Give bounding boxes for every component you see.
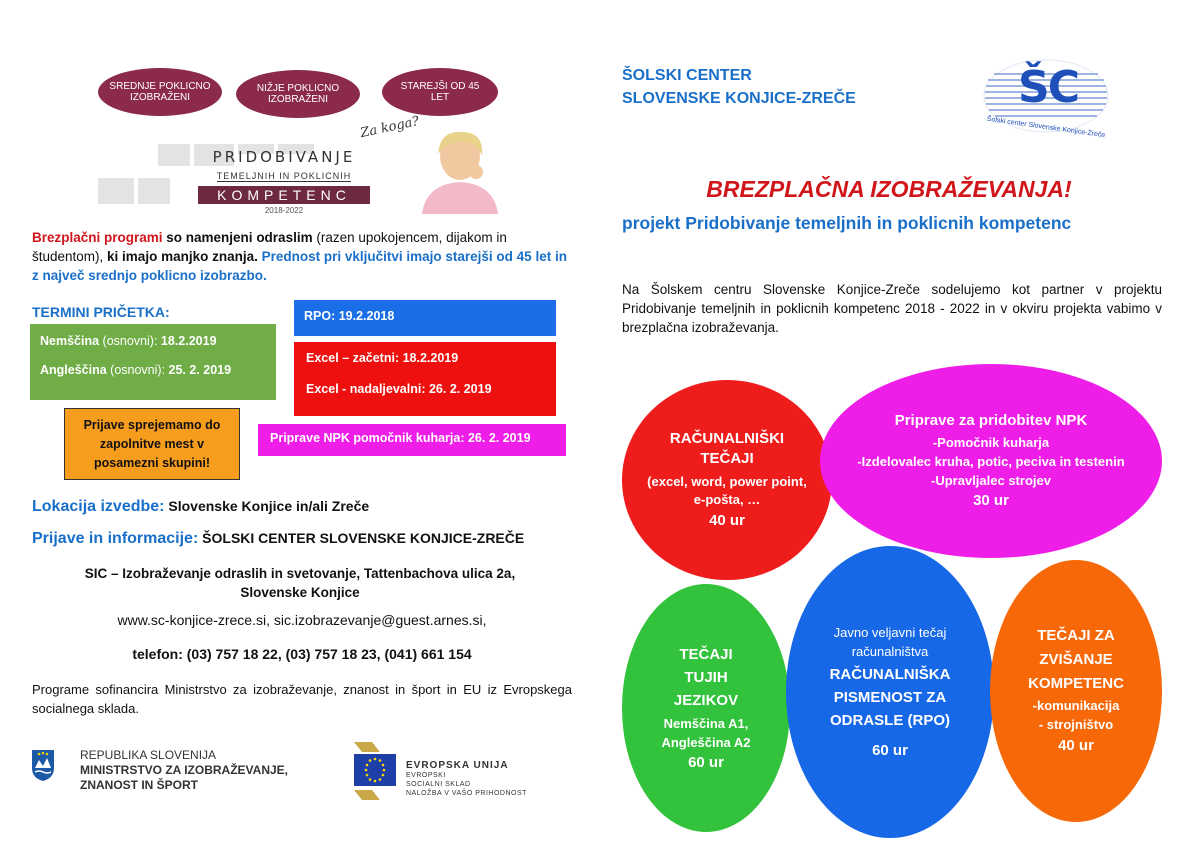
school-logo-caption: Šolski center Slovenske Konjice-Zreče <box>986 115 1106 140</box>
npk-title: Priprave za pridobitev NPK <box>894 412 1088 429</box>
rpo-date-box: RPO: 19.2.2018 <box>294 300 556 336</box>
ministry-logo <box>30 746 310 796</box>
npk-body2: -Izdelovalec kruha, potic, peciva in testenin <box>857 454 1125 469</box>
competence-body2: - strojništvo <box>1038 717 1114 732</box>
excel-beginner-date: Excel – začetni: 18.2.2019 <box>306 351 459 365</box>
school-name-line2: SLOVENSKE KONJICE-ZREČE <box>622 90 856 107</box>
intro-free-programs: Brezplačni programi <box>32 230 163 245</box>
intro-text-b: (razen upokojencem, dijakom in študentom), <box>32 230 507 264</box>
intro-text-c: ki imajo manjko znanja. <box>107 249 258 264</box>
npk-date-box: Priprave NPK pomočnik kuharja: 26. 2. 2019 <box>258 424 566 456</box>
school-logo <box>980 56 1112 140</box>
german-date-line <box>40 333 266 350</box>
english-sub: (osnovni): <box>106 363 169 377</box>
computer-title: RAČUNALNIŠKI TEČAJI <box>669 430 785 467</box>
location-label: Lokacija izvedbe: <box>32 498 165 515</box>
excel-dates-box <box>294 342 556 416</box>
web-and-email[interactable]: www.sc-konjice-zrece.si, sic.izobrazevanje@guest.arnes.si, <box>117 612 487 628</box>
location-line <box>32 498 369 516</box>
competence-title: TEČAJI ZA ZVIŠANJE KOMPETENC <box>1028 627 1124 692</box>
school-name <box>622 64 856 110</box>
eu-line3: SOCIALNI SKLAD <box>406 781 471 788</box>
intro-paragraph <box>32 228 572 285</box>
intro-priority: Prednost pri vključitvi imajo starejši od 45 let in z največ srednjo poklicno izobrazbo. <box>32 249 567 283</box>
circle-npk-preparation <box>820 364 1162 558</box>
npk-hours: 30 ur <box>973 492 1009 509</box>
rpo-pre: Javno veljavni tečaj računalništva <box>833 624 947 659</box>
funding-note: Programe sofinancira Ministrstvo za izobraževanje, znanost in šport in EU iz Evropskega socialnega sklada. <box>32 682 572 716</box>
eu-logo-text <box>406 760 527 798</box>
competence-hours: 40 ur <box>1058 737 1094 754</box>
banner-za-koga: Za koga? <box>359 113 421 142</box>
info-label: Prijave in informacije: <box>32 530 199 547</box>
address: SIC – Izobraževanje odraslih in svetovanje, Tattenbachova ulica 2a, Slovenske Konjice <box>84 566 516 600</box>
eu-logo <box>352 738 542 804</box>
ministry-line3: ZNANOST IN ŠPORT <box>80 778 199 792</box>
info-line <box>32 530 524 548</box>
banner-title-line3: KOMPETENC <box>198 186 370 204</box>
registration-note-box: Prijave sprejemamo do zapolnitve mest v posamezni skupini! <box>64 408 240 480</box>
termini-title: TERMINI PRIČETKA: <box>32 304 170 320</box>
npk-body1: -Pomočnik kuharja <box>932 435 1050 450</box>
headline: BREZPLAČNA IZOBRAŽEVANJA! <box>706 176 1072 202</box>
school-name-line1: ŠOLSKI CENTER <box>622 67 752 84</box>
competence-body1: -komunikacija <box>1032 698 1120 713</box>
subheadline: projekt Pridobivanje temeljnih in poklicnih kompetenc <box>622 213 1072 233</box>
school-logo-letters: ŠC <box>1018 62 1078 113</box>
eu-line1: EVROPSKA UNIJA <box>406 760 509 771</box>
german-sub: (osnovni): <box>99 334 161 348</box>
project-description: Na Šolskem centru Slovenske Konjice-Zreče sodelujemo kot partner v projektu Pridobivanje temeljnih in poklicnih kompetenc 2018 - 2022 in v okviru projekta vabimo v brezplačna izobraževanja. <box>622 282 1162 335</box>
circle-rpo-course <box>786 546 994 838</box>
banner-pill-srednje: SREDNJE POKLICNO IZOBRAŽENI <box>98 68 222 116</box>
eu-flag-icon <box>352 738 398 804</box>
languages-title: TEČAJI TUJIH JEZIKOV <box>673 645 739 709</box>
npk-body3: -Upravljalec strojev <box>931 473 1051 488</box>
eu-line2: EVROPSKI <box>406 772 446 779</box>
ministry-line2: MINISTRSTVO ZA IZOBRAŽEVANJE, <box>80 763 289 777</box>
computer-hours: 40 ur <box>709 512 745 529</box>
circle-computer-courses <box>622 380 832 580</box>
info-value: ŠOLSKI CENTER SLOVENSKE KONJICE-ZREČE <box>198 530 525 546</box>
rpo-title: RAČUNALNIŠKA PISMENOST ZA ODRASLE (RPO) <box>829 665 951 729</box>
german-date: 18.2.2019 <box>160 334 217 348</box>
intro-adults: odraslim <box>256 230 313 245</box>
excel-advanced-date: Excel - nadaljevalni: 26. 2. 2019 <box>306 382 492 396</box>
slovenia-coat-of-arms-icon <box>30 748 56 782</box>
ministry-line1: REPUBLIKA SLOVENIJA <box>80 748 217 762</box>
ministry-logo-text <box>80 748 288 793</box>
eu-line4: NALOŽBA V VAŠO PRIHODNOST <box>406 790 527 797</box>
english-date-line <box>40 362 266 379</box>
english-date: 25. 2. 2019 <box>168 363 232 377</box>
german-label: Nemščina <box>40 334 100 348</box>
language-dates-box <box>30 324 276 400</box>
circle-competence-courses <box>990 560 1162 822</box>
banner-title-line2: TEMELJNIH IN POKLICNIH <box>216 171 352 181</box>
computer-body: (excel, word, power point, e-pošta, … <box>647 474 807 507</box>
banner-title <box>198 148 370 215</box>
banner-pill-nizje: NIŽJE POKLICNO IZOBRAŽENI <box>236 70 360 118</box>
banner-years: 2018-2022 <box>264 206 304 215</box>
rpo-hours: 60 ur <box>872 741 908 759</box>
program-banner <box>90 62 490 214</box>
english-label: Angleščina <box>40 363 107 377</box>
banner-pill-starejsi: STAREJŠI OD 45 LET <box>382 68 498 116</box>
languages-hours: 60 ur <box>688 753 724 771</box>
banner-title-line1: PRIDOBIVANJE <box>212 148 356 166</box>
circle-language-courses <box>622 584 790 832</box>
languages-body: Nemščina A1, Angleščina A2 <box>661 715 751 750</box>
location-value: Slovenske Konjice in/ali Zreče <box>164 498 370 514</box>
woman-photo <box>410 126 500 214</box>
phone-numbers: telefon: (03) 757 18 22, (03) 757 18 23, (041) 661 154 <box>132 646 472 662</box>
intro-text-a: so namenjeni <box>162 230 257 245</box>
